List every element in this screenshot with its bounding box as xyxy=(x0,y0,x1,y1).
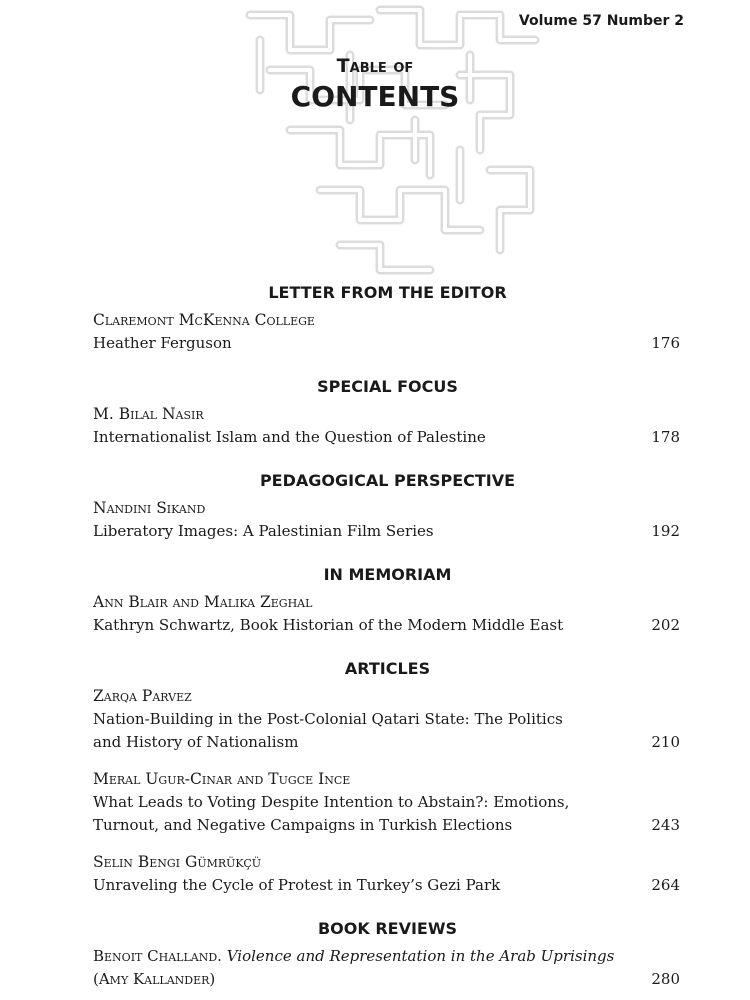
section-heading-articles: ARTICLES xyxy=(344,659,431,678)
entry-page: 210 xyxy=(651,733,680,751)
entry-title-cont[interactable]: and History of Nationalism xyxy=(93,733,299,751)
book-review-entry[interactable] xyxy=(93,945,653,991)
entry-author: M. Bilal Nasir xyxy=(93,405,204,423)
section-heading-special: SPECIAL FOCUS xyxy=(317,377,458,396)
volume-number: Volume 57 Number 2 xyxy=(518,13,684,29)
entry-author: Claremont McKenna College xyxy=(93,311,315,329)
section-heading-reviews: BOOK REVIEWS xyxy=(317,919,458,938)
entry-page: 178 xyxy=(651,428,680,446)
entry-author: Ann Blair and Malika Zeghal xyxy=(93,593,313,611)
entry-author: Nandini Sikand xyxy=(93,499,206,517)
entry-page: 243 xyxy=(651,816,680,834)
entry-title[interactable]: Nation-Building in the Post-Colonial Qatari State: The Politics xyxy=(93,710,563,728)
calligraphy-ornament xyxy=(230,0,560,275)
section-heading-memoriam: IN MEMORIAM xyxy=(323,565,452,584)
page-title-small: Table of xyxy=(336,55,414,77)
review-book-title: Violence and Representation in the Arab Uprisings xyxy=(226,947,615,965)
entry-author: Meral Ugur-Cinar and Tugce Ince xyxy=(93,770,351,788)
entry-author: Zarqa Parvez xyxy=(93,687,192,705)
entry-title[interactable]: Heather Ferguson xyxy=(93,334,232,352)
review-author: Benoit Challand. xyxy=(93,947,222,965)
entry-page: 192 xyxy=(651,522,680,540)
entry-page: 280 xyxy=(651,970,680,988)
entry-title[interactable]: Internationalist Islam and the Question of Palestine xyxy=(93,428,486,446)
entry-page: 176 xyxy=(651,334,680,352)
entry-page: 264 xyxy=(651,876,680,894)
reviewer: (Amy Kallander) xyxy=(93,970,216,988)
entry-title[interactable]: Kathryn Schwartz, Book Historian of the Modern Middle East xyxy=(93,616,564,634)
entry-author: Selin Bengi Gümrükçü xyxy=(93,853,262,871)
entry-page: 202 xyxy=(651,616,680,634)
section-heading-pedagogical: PEDAGOGICAL PERSPECTIVE xyxy=(259,471,516,490)
section-heading-letter: LETTER FROM THE EDITOR xyxy=(268,283,507,302)
entry-title-cont[interactable]: Turnout, and Negative Campaigns in Turkish Elections xyxy=(93,816,513,834)
page-title: CONTENTS xyxy=(290,80,460,113)
entry-title[interactable]: Liberatory Images: A Palestinian Film Series xyxy=(93,522,434,540)
entry-title[interactable]: What Leads to Voting Despite Intention to Abstain?: Emotions, xyxy=(93,793,570,811)
entry-title[interactable]: Unraveling the Cycle of Protest in Turkey’s Gezi Park xyxy=(93,876,501,894)
